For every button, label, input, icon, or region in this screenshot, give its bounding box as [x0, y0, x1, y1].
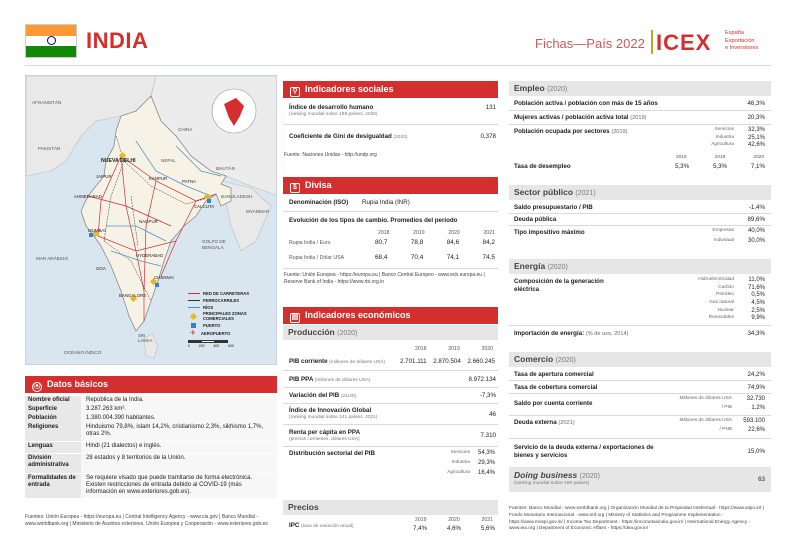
- empleo-header: Empleo (2020): [509, 81, 771, 96]
- map-label-pakistan: PAKISTÁN: [38, 146, 61, 151]
- precios-years: 2019 2020 2021: [415, 517, 493, 523]
- renta-label: Renta per cápita en PPA: [289, 429, 361, 436]
- gini-value: 0,378: [480, 133, 496, 140]
- db-row-formalidades: Formalidades de entrada Se requiere visado que puede tramitarse de forma electrónica. Existen restricciones de entrada debido al COVID-19 (más información en www.exteriores.gob.es).: [25, 474, 277, 499]
- map-label-patna: PATNA: [182, 179, 196, 184]
- fuentes-right: Fuentes: Banco Mundial - www.worldbank.org | Organización Mundial de la Propiedad Intelectual - https://www.wipo.int | Fondo Monetario Internacional - www.imf.org | Ministry of Statistics and Programme Implementation - https://www.mospi.gov.in/ | Income Tax Department - https://incometaxindia.gov.in/ | International Energy Agency - www.iea.org | Department of Economic Affairs - https://dea.gov.in/: [509, 506, 764, 532]
- apertura-label: Tasa de apertura comercial: [514, 371, 594, 378]
- denominacion-label: Denominación (ISO): [289, 199, 349, 206]
- pib-corriente-values: 2.701.111 2.870.504 2.660.245: [400, 358, 495, 365]
- legend-item-zones: PRINCIPALES ZONAS COMERCIALES: [188, 311, 272, 321]
- mujeres-activas-value: 20,3%: [747, 114, 765, 121]
- db-row-poblacion: Población 1.380.004.390 habitantes.: [25, 414, 277, 424]
- renta-value: 7.310: [480, 432, 496, 439]
- chart-icon: ▤: [291, 314, 299, 321]
- map-label-oceano: OCÉANO ÍNDICO: [64, 350, 102, 355]
- cobertura-label: Tasa de cobertura comercial: [514, 384, 598, 391]
- variacion-pib-value: -7,3%: [479, 392, 496, 399]
- airport-plane-icon: ✈: [190, 329, 196, 337]
- map-label-goa: GOA: [96, 266, 106, 271]
- innovacion-value: 46: [489, 411, 496, 418]
- map-label-golfo: GOLFO DE BENGALA: [202, 239, 226, 250]
- map-label-hyderabad: HYDERABAD: [136, 253, 164, 258]
- saldo-cuenta-label: Saldo por cuenta corriente: [514, 400, 593, 407]
- pib-corriente-label: PIB corriente (millones de dólares USA): [289, 358, 385, 365]
- ipc-label: IPC (tasa de variación anual): [289, 522, 354, 529]
- variacion-pib-label: Variación del PIB (21/20): [289, 392, 357, 399]
- idh-sub: (ranking mundial sobre 189 países, 2020): [289, 112, 378, 117]
- servicio-deuda-label: Servicio de la deuda externa / exportaciones de bienes y servicios: [514, 444, 654, 459]
- map-label-delhi: NUEVA DELHI: [101, 158, 136, 164]
- india-map: [25, 75, 277, 365]
- importacion-energia-label: Importación de energía: (% de uso, 2014): [514, 330, 629, 337]
- denominacion-value: Rupia India (INR): [362, 199, 410, 206]
- datos-basicos-title: Datos básicos: [47, 379, 109, 389]
- logo-divider: [651, 30, 653, 54]
- divisa-header: [283, 177, 498, 194]
- map-label-bhutan: BHUTÁN: [216, 166, 235, 171]
- rail-line-icon: [188, 300, 200, 302]
- saldo-presupuestario-value: -1,4%: [748, 204, 765, 211]
- idh-value: 131: [485, 104, 496, 111]
- icex-logo-subtitle: España Exportación e Inversiones: [725, 30, 759, 51]
- saldo-cuenta-values: Millones de dólares USA 32.730 / PIB 1,2%: [679, 396, 765, 411]
- header-rule: [25, 65, 771, 66]
- icex-logo: ICEX: [656, 30, 712, 55]
- legend-item-airport: ✈ AEROPUERTO: [190, 329, 231, 337]
- doing-business-box: [509, 467, 771, 492]
- map-scale-bar: [188, 340, 228, 343]
- produccion-years: 2018 2019 2020: [415, 346, 493, 352]
- fuentes-left: Fuentes: Unión Europea - https://europa.eu | Central Intelligency Agency - www.cia.gov | Banco Mundial - www.worldbank.org | Ministerio de Asuntos exteriores, Unión Europea y Cooperación - www.exteriores.gob.es: [25, 514, 268, 527]
- deuda-publica-label: Deuda pública: [514, 216, 557, 223]
- cobertura-value: 74,9%: [747, 384, 765, 391]
- innovacion-label: Índice de Innovación Global: [289, 407, 372, 414]
- india-flag-icon: [25, 24, 77, 58]
- composicion-label: Composición de la generación eléctrica: [514, 278, 604, 293]
- map-label-chennai: CHENNAI: [154, 275, 174, 280]
- divisa-title: Divisa: [305, 180, 332, 190]
- indicadores-economicos-header: [283, 307, 498, 324]
- datos-basicos-header: [25, 376, 277, 393]
- db-row-religiones: Religiones Hinduismo 79,8%, islam 14,2%, cristianismo 2,3%, sikhismo 1,7%, otras 2%.: [25, 423, 277, 442]
- indicadores-sociales-header: [283, 81, 498, 98]
- divisa-row-euro-values: 80,7 78,8 84,6 84,2: [375, 239, 495, 246]
- divisa-source: Fuente: Unión Europea - https://europa.eu | Banco Central Europeo - www.ecb.europa.eu | Reserve Bank of India - https://www.rbi.org.in: [284, 272, 485, 285]
- importacion-energia-value: 34,3%: [747, 330, 765, 337]
- tipo-impositivo-list: Empresas 40,0% Individual 30,0%: [712, 228, 765, 244]
- legend-item-roads: RED DE CARRETERAS: [188, 290, 272, 297]
- mujeres-activas-label: Mujeres activas / población activa total (2019): [514, 114, 647, 121]
- map-label-mar: MAR ARÁBIGO: [36, 256, 69, 261]
- apertura-value: 24,2%: [747, 371, 765, 378]
- db-row-division: División administrativa 28 estados y 8 territorios de la Unión.: [25, 454, 277, 474]
- map-label-myanmar: MYANMAR: [246, 209, 270, 214]
- map-label-kolkata: CALCUTA: [194, 204, 215, 209]
- map-label-bangalore: BANGALORE: [119, 293, 147, 298]
- currency-icon: $: [290, 183, 300, 193]
- sector-publico-header: Sector público (2021): [509, 185, 771, 200]
- energia-header: Energía (2020): [509, 259, 771, 274]
- comercio-header: Comercio (2020): [509, 352, 771, 367]
- doing-business-title: Doing business (2020): [514, 470, 600, 480]
- divisa-row-euro-label: Rupia India / Euro: [289, 240, 331, 246]
- map-legend: [188, 290, 272, 348]
- servicio-deuda-value: 15,0%: [747, 448, 765, 455]
- evolucion-label: Evolución de los tipos de cambio. Promedios del período: [289, 217, 458, 224]
- map-label-ahmedabad: AHMEDABAD: [74, 194, 102, 199]
- map-label-china: CHINA: [178, 127, 193, 132]
- person-icon: ⚲: [290, 87, 300, 97]
- poblacion-activa-value: 46,3%: [747, 100, 765, 107]
- map-label-jaipur: JAIPUR: [96, 174, 112, 179]
- divisa-row-usd-label: Rupia India / Dólar USA: [289, 255, 345, 261]
- divisa-row-usd-values: 68,4 70,4 74,1 74,5: [375, 254, 495, 261]
- tipo-impositivo-label: Tipo impositivo máximo: [514, 229, 585, 236]
- saldo-presupuestario-label: Saldo presupuestario / PIB: [514, 204, 593, 211]
- map-label-mumbai: MUMBAI: [88, 228, 106, 233]
- legend-item-rail: FERROCARRILES: [188, 297, 272, 304]
- legend-item-port: PUERTO: [188, 321, 272, 329]
- innovacion-sub: (ranking mundial sobre 141 países, 2021): [289, 415, 378, 420]
- ipc-values: 7,4% 4,6% 5,6%: [413, 525, 495, 532]
- idh-label: Índice de desarrollo humano: [289, 104, 374, 111]
- legend-item-rivers: RÍOS: [188, 304, 272, 311]
- distribucion-list: Servicios 54,3% Industria 29,3% Agricultura 16,4%: [447, 450, 496, 476]
- divisa-years: 2018 2019 2020 2021: [378, 230, 495, 236]
- fichas-pais-title: Fichas—País 2022: [535, 36, 645, 51]
- map-label-nagpur: NAGPUR: [139, 219, 158, 224]
- ocupada-list: Servicios 32,3% Industria 25,1% Agricultura 42,6%: [711, 127, 765, 148]
- zone-diamond-icon: [190, 312, 197, 319]
- indicadores-economicos-title: Indicadores económicos: [305, 310, 411, 320]
- info-circle-icon: ⦿: [33, 383, 41, 390]
- precios-header: Precios: [283, 500, 498, 515]
- pib-ppa-value: 8.972.134: [468, 376, 496, 383]
- deuda-publica-value: 89,6%: [747, 216, 765, 223]
- doing-business-value: 63: [758, 476, 765, 483]
- doing-business-sub: (ranking mundial sobre 190 países): [514, 481, 590, 486]
- road-line-icon: [188, 293, 200, 295]
- map-label-bangladesh: BANGLADESH: [221, 194, 253, 199]
- desempleo-values: 5,3% 5,3% 7,1%: [675, 163, 765, 170]
- distribucion-label: Distribución sectorial del PIB: [289, 450, 375, 457]
- map-label-sri-lanka: SRI LANKA: [138, 333, 153, 343]
- map-label-afganistan: AFGANISTÁN: [32, 100, 62, 105]
- river-line-icon: [188, 307, 200, 309]
- db-row-superficie: Superficie 3.287.263 km².: [25, 405, 277, 415]
- poblacion-activa-label: Población activa / población con más de 15 años: [514, 100, 658, 107]
- desempleo-label: Tasa de desempleo: [514, 163, 571, 170]
- pib-ppa-label: PIB PPA (millones de dólares USA): [289, 376, 371, 383]
- desempleo-years: 2018 2019 2020: [676, 155, 764, 160]
- poblacion-ocupada-label: Población ocupada por sectores (2019): [514, 128, 628, 135]
- deuda-externa-label: Deuda externa (2021): [514, 419, 575, 426]
- db-row-nombre: Nombre oficial República de la India.: [25, 396, 277, 406]
- composicion-list: Hidroelectricidad 11,0% Carbón 71,6% Petróleo 0,5% Gas natural 4,5% Nuclear 2,5% Renovables 9,9%: [698, 277, 765, 322]
- map-scale-labels: 0 200 400 600: [188, 344, 234, 348]
- map-label-kanpur: KANPUR: [149, 176, 168, 181]
- db-row-lenguas: Lenguas Hindi (21 dialectos) e inglés.: [25, 442, 277, 454]
- indicadores-sociales-title: Indicadores sociales: [305, 84, 394, 94]
- deuda-externa-values: Millones de dólares USA 593.100 / PNB 22,6%: [679, 418, 765, 433]
- country-title: INDIA: [86, 28, 149, 53]
- produccion-header: Producción (2020): [283, 325, 498, 340]
- port-icon: [191, 323, 196, 328]
- gini-label: Coeficiente de Gini de desigualdad (2020): [289, 133, 408, 140]
- renta-sub: (precios corrientes, dólares USA): [289, 437, 360, 442]
- sociales-source: Fuente: Naciones Unidas - http://undp.org: [284, 152, 377, 158]
- map-label-nepal: NEPAL: [161, 158, 176, 163]
